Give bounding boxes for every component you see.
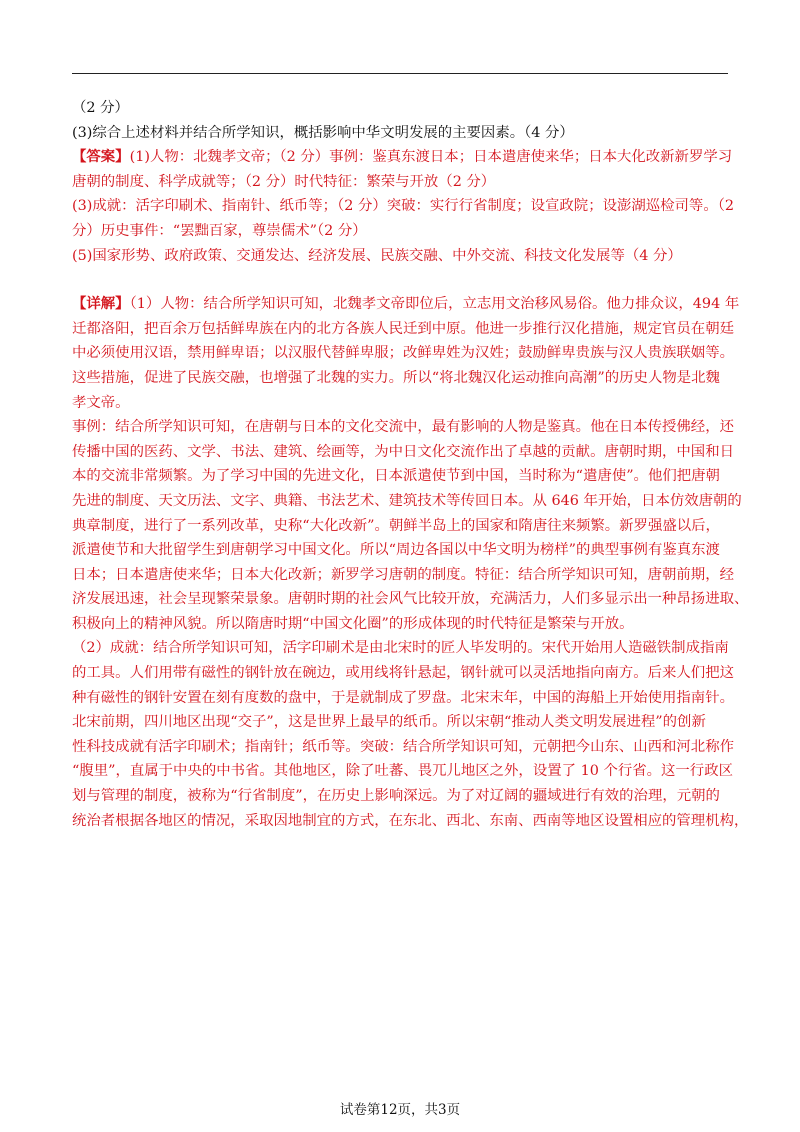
detail-line: 中必须使用汉语，禁用鲜卑语；以汉服代替鲜卑服；改鲜卑姓为汉姓；鼓励鲜卑贵族与汉人贵族联姻等。	[72, 345, 734, 362]
detail-line: “腹里”，直属于中央的中书省。其他地区，除了吐蕃、畏兀儿地区之外，设置了 10 个行省。这一行政区	[72, 763, 733, 780]
detail-first-text: （1）人物：结合所学知识可知，北魏孝文帝即位后，立志用文治移风易俗。他力排众议，494 年	[129, 296, 740, 313]
detail-tag: 【详解】	[72, 295, 130, 313]
detail-line: 济发展迅速，社会呈现繁荣景象。唐朝时期的社会风气比较开放，充满活力，人们多显示出一种昂扬进取、	[72, 591, 749, 608]
answer-line-3: (3)成就：活字印刷术、指南针、纸币等；（2 分）突破：实行行省制度；设宣政院；设澎湖巡检司等。（2	[72, 198, 735, 215]
detail-line: 性科技成就有活字印刷术；指南针；纸币等。突破：结合所学知识可知，元朝把今山东、山西和河北称作	[72, 738, 734, 755]
detail-line: 北宋前期，四川地区出现“交子”，这是世界上最早的纸币。所以宋朝“推动人类文明发展进程”的创新	[72, 714, 706, 731]
question-3: (3)综合上述材料并结合所学知识，概括影响中华文明发展的主要因素。（4 分）	[72, 124, 574, 141]
answer-tag: 【答案】	[72, 148, 130, 166]
detail-line: 先进的制度、天文历法、文字、典籍、书法艺术、建筑技术等传回日本。从 646 年开始，日本仿效唐朝的	[72, 492, 742, 509]
score-note: （2 分）	[72, 100, 129, 116]
detail-line: 这些措施，促进了民族交融，也增强了北魏的实力。所以“将北魏汉化运动推向高潮”的历史人物是北魏	[72, 369, 720, 386]
detail-line: 划与管理的制度，被称为“行省制度”，在历史上影响深远。为了对辽阔的疆域进行有效的治理，元朝的	[72, 788, 720, 805]
detail-line: 事例：结合所学知识可知，在唐朝与日本的文化交流中，最有影响的人物是鉴真。他在日本传授佛经，还	[72, 419, 734, 436]
answer-line-5: (5)国家形势、政府政策、交通发达、经济发展、民族交融、中外交流、科技文化发展等（4 分）	[72, 247, 682, 264]
answer-line-2: 唐朝的制度、科学成就等；（2 分）时代特征：繁荣与开放（2 分）	[72, 173, 496, 190]
detail-line: 本的交流非常频繁。为了学习中国的先进文化，日本派遣使节到中国，当时称为“遣唐使”。他们把唐朝	[72, 468, 720, 485]
detail-line-1	[72, 292, 740, 317]
section-gap	[72, 268, 728, 292]
detail-line: 积极向上的精神风貌。所以隋唐时期“中国文化圈”的形成体现的时代特征是繁荣与开放。	[72, 615, 634, 632]
detail-line: 的工具。人们用带有磁性的钢针放在碗边，或用线将针悬起，钢针就可以灵活地指向南方。后来人们把这	[72, 665, 734, 682]
answer-line-1	[72, 145, 733, 170]
document-body	[72, 96, 749, 833]
detail-line: 孝文帝。	[72, 394, 130, 411]
header-rule	[72, 73, 728, 74]
detail-line: 迁都洛阳，把百余万包括鲜卑族在内的北方各族人民迁到中原。他进一步推行汉化措施，规定官员在朝廷	[72, 320, 734, 337]
answer-line-4: 分）历史事件：“罢黜百家，尊崇儒术”（2 分）	[72, 222, 367, 239]
detail-line: 种有磁性的钢针安置在刻有度数的盘中，于是就制成了罗盘。北宋末年，中国的海船上开始使用指南针。	[72, 689, 734, 706]
detail-line: 典章制度，进行了一系列改革，史称“大化改新”。朝鲜半岛上的国家和隋唐往来频繁。新罗强盛以后，	[72, 517, 720, 534]
detail-line: 统治者根据各地区的情况，采取因地制宜的方式，在东北、西北、东南、西南等地区设置相应的管理机构，	[72, 812, 749, 829]
detail-line: 派遣使节和大批留学生到唐朝学习中国文化。所以“周边各国以中华文明为榜样”的典型事例有鉴真东渡	[72, 542, 720, 559]
page-footer: 试卷第12页，共3页	[339, 1102, 461, 1118]
detail-line: 日本；日本遣唐使来华；日本大化改新；新罗学习唐朝的制度。特征：结合所学知识可知，唐朝前期，经	[72, 566, 734, 583]
detail-line: （2）成就：结合所学知识可知，活字印刷术是由北宋时的匠人毕发明的。宋代开始用人造磁铁制成指南	[72, 640, 729, 657]
detail-line: 传播中国的医药、文学、书法、建筑、绘画等，为中日文化交流作出了卓越的贡献。唐朝时期，中国和日	[72, 443, 734, 460]
answer-text-1: (1)人物：北魏孝文帝；（2 分）事例：鉴真东渡日本；日本遣唐使来华；日本大化改新新罗学习	[129, 149, 733, 166]
